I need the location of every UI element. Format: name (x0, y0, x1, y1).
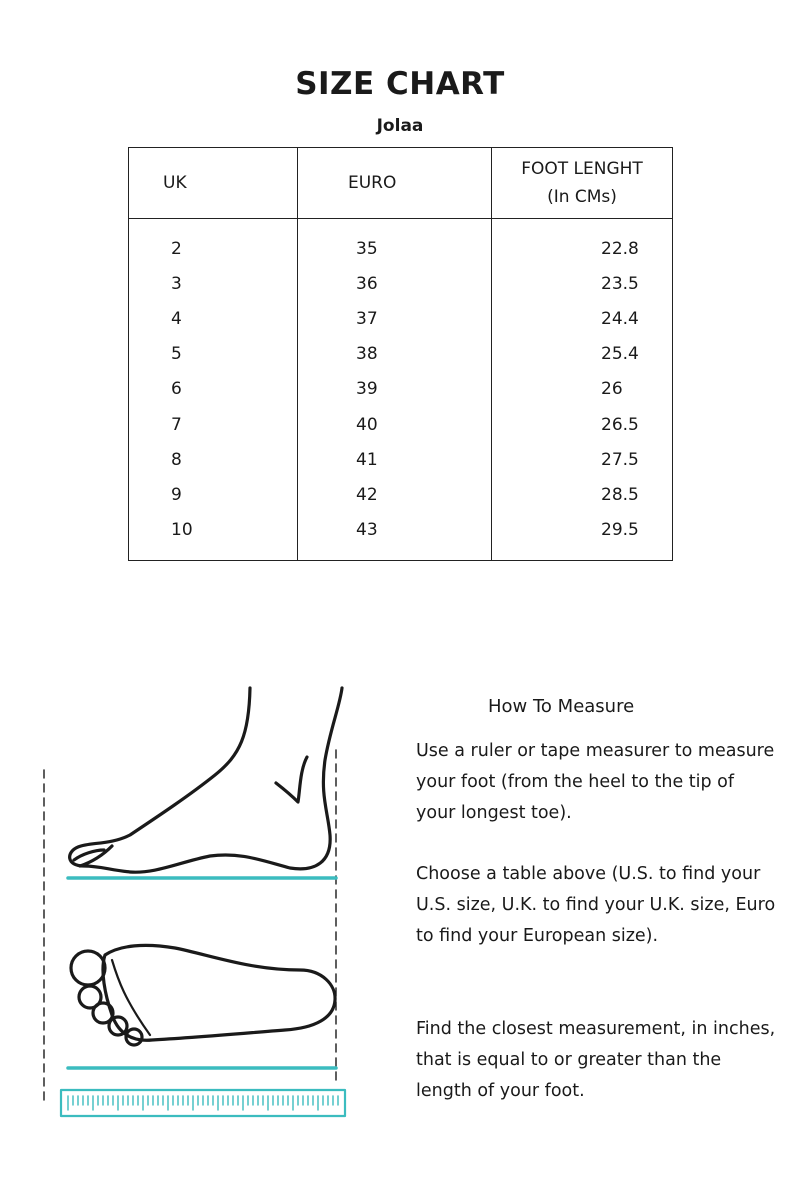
size-table (128, 147, 673, 561)
howto-paragraph-2: Choose a table above (U.S. to find your U.S. size, U.K. to find your U.K. size, Euro to find your European size). (416, 864, 776, 946)
table-row (129, 301, 673, 336)
cell-foot-length: 22.8 (492, 219, 673, 267)
table-row (129, 407, 673, 442)
col-header-euro: EURO (298, 148, 492, 219)
foot-measure-illustration (30, 680, 360, 1125)
cell-euro: 35 (298, 219, 492, 267)
col-header-uk: UK (129, 148, 298, 219)
cell-uk: 6 (129, 372, 298, 407)
cell-foot-length: 26.5 (492, 407, 673, 442)
table-row (129, 337, 673, 372)
table-row (129, 266, 673, 301)
cell-uk: 7 (129, 407, 298, 442)
cell-euro: 38 (298, 337, 492, 372)
ruler-icon (61, 1090, 345, 1116)
cell-foot-length: 24.4 (492, 301, 673, 336)
cell-uk: 10 (129, 513, 298, 561)
cell-foot-length: 27.5 (492, 442, 673, 477)
howto-paragraph-3: Find the closest measurement, in inches, that is equal to or greater than the length of your foot. (416, 1019, 776, 1101)
cell-foot-length: 29.5 (492, 513, 673, 561)
cell-uk: 3 (129, 266, 298, 301)
cell-euro: 36 (298, 266, 492, 301)
cell-euro: 41 (298, 442, 492, 477)
table-row (129, 219, 673, 267)
cell-uk: 9 (129, 477, 298, 512)
howto-title: How To Measure (488, 696, 635, 717)
cell-uk: 8 (129, 442, 298, 477)
cell-uk: 5 (129, 337, 298, 372)
page-title: SIZE CHART (295, 66, 505, 102)
table-row (129, 477, 673, 512)
cell-uk: 4 (129, 301, 298, 336)
cell-euro: 40 (298, 407, 492, 442)
cell-euro: 42 (298, 477, 492, 512)
col-header-foot-length (492, 148, 673, 219)
col-header-foot-length-unit: (In CMs) (547, 187, 617, 207)
cell-foot-length: 25.4 (492, 337, 673, 372)
col-header-foot-length-label: FOOT LENGHT (521, 159, 643, 179)
cell-foot-length: 26 (492, 372, 673, 407)
cell-euro: 39 (298, 372, 492, 407)
howto-paragraph-1: Use a ruler or tape measurer to measure your foot (from the heel to the tip of your longest toe). (416, 741, 775, 823)
table-row (129, 513, 673, 561)
table-header-row (129, 148, 673, 219)
cell-foot-length: 28.5 (492, 477, 673, 512)
cell-uk: 2 (129, 219, 298, 267)
cell-foot-length: 23.5 (492, 266, 673, 301)
cell-euro: 37 (298, 301, 492, 336)
foot-side-view-icon (70, 688, 342, 872)
table-row (129, 442, 673, 477)
table-row (129, 372, 673, 407)
cell-euro: 43 (298, 513, 492, 561)
foot-sole-icon (71, 945, 335, 1045)
brand-name: Jolaa (376, 116, 424, 136)
